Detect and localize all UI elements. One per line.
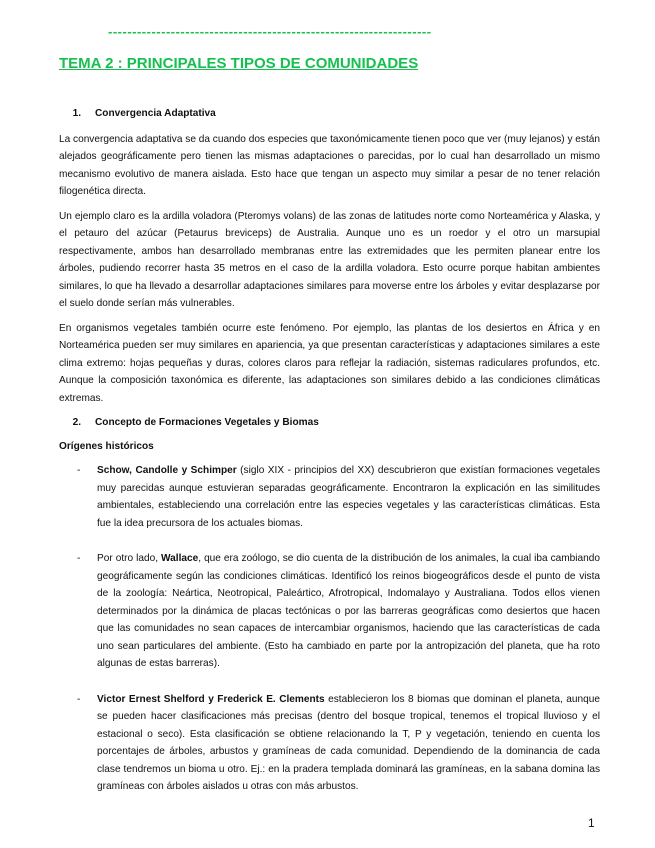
section-heading-2	[59, 414, 600, 432]
subheading: Orígenes históricos	[59, 440, 154, 452]
section-title: Convergencia Adaptativa	[95, 108, 216, 119]
section-title: Concepto de Formaciones Vegetales y Biomas	[95, 417, 319, 428]
author-names: Wallace	[161, 553, 199, 564]
section-number: 2.	[72, 417, 81, 428]
item-intro: Por otro lado,	[97, 553, 162, 564]
list-bullet: -	[77, 465, 81, 476]
paragraph: En organismos vegetales también ocurre este fenómeno. Por ejemplo, las plantas de los desiertos en África y en Norteamérica pueden ser muy similares en apariencia, ya que presentan características y adaptaciones similares a este clima extremo: hojas pequeñas y duras, colores claros para reflejar la radiación, sistemas radiculares profundos, etc. Aunque la composición taxonómica es diferente, las adaptaciones son similares debido a las condiciones climáticas extremas.	[59, 322, 600, 404]
list-item	[59, 462, 600, 532]
header-dash-line: -------------------------------------------------------------------	[108, 24, 432, 39]
paragraph: La convergencia adaptativa se da cuando dos especies que taxonómicamente tienen poco que ver (muy lejanos) y están alejados geográficamente pero tienen las mismas adaptaciones o parecidas, por lo cual han desarrollado un mismo mecanismo evolutivo de manera aislada. Esto hace que tengan un aspecto muy similar a pesar de no tener relación filogenética directa.	[59, 133, 600, 197]
list-item-text	[97, 550, 600, 673]
page-number: 1	[588, 816, 595, 830]
list-bullet: -	[77, 553, 81, 564]
author-names: Schow, Candolle y Schimper	[97, 465, 237, 476]
item-body: (siglo XIX - principios del XX) descubrieron que existían formaciones vegetales muy parecidas aunque estuvieran separadas geográficamente. Encontraron la explicación en las similitudes ambientales, estableciendo una correlación entre las especies vegetales y las características climáticas. Esta fue la idea precursora de los actuales biomas.	[97, 465, 601, 529]
author-names: Victor Ernest Shelford y Frederick E. Clements	[97, 693, 325, 705]
section-number: 1.	[72, 108, 81, 119]
list-item-text	[97, 462, 600, 532]
page-title: TEMA 2 : PRINCIPALES TIPOS DE COMUNIDADES	[59, 55, 419, 72]
item-body: establecieron los 8 biomas que dominan el planeta, aunque se pueden hacer clasificaciones más precisas (dentro del bosque tropical, tenemos el tropical lluvioso y el estacional o seco). Esta clasificación se obtiene relacionando la T, P y vegetación, teniendo en cuenta los porcentajes de árboles, arbustos y gramíneas de cada comunidad. Dependiendo de la dominancia de cada clase tendremos un bioma u otro. Ej.: en la pradera templada dominará las gramíneas, en la sabana domina las gramíneas con árboles aislados u otras con más arbustos.	[97, 693, 600, 792]
list-item	[59, 550, 600, 673]
paragraph: Un ejemplo claro es la ardilla voladora (Pteromys volans) de las zonas de latitudes norte como Norteamérica y Alaska, y el petauro del azúcar (Petaurus breviceps) de Australia. Aunque uno es un roedor y el otro un marsupial respectivamente, ambos han desarrollado membranas entre las extremidades que les permiten planear entre los árboles, pudiendo recorrer hasta 35 metros en el caso de la ardilla voladora. Esto ocurre porque habitan ambientes similares, lo que ha llevado a desarrollar adaptaciones similares para moverse entre los árboles y evitar desplazarse por el suelo donde serían más vulnerables.	[59, 210, 600, 309]
list-bullet: -	[77, 693, 81, 705]
list-item-text	[97, 691, 600, 796]
item-body: , que era zoólogo, se dio cuenta de la distribución de los animales, la cual iba cambiando geográficamente según las condiciones climáticas. Identificó los reinos biogeográficos desde el punto de vista de la zoología: Neártica, Neotropical, Paleártico, Afrotropical, Indomalayo y Australiana. Todos ellos vienen determinados por la dinámica de placas tectónicas o por las barreras geográficas como desiertos que hacen que las comunidades no sean capaces de intercambiar organismos, haciendo que las características de cada uno sean particulares del ambiente. (Esto ha cambiado en parte por la antropización del planeta, que ha roto algunas de estas barreras).	[97, 553, 600, 669]
list-item	[59, 691, 600, 796]
document-body	[59, 105, 600, 814]
section-heading-1	[59, 105, 600, 123]
